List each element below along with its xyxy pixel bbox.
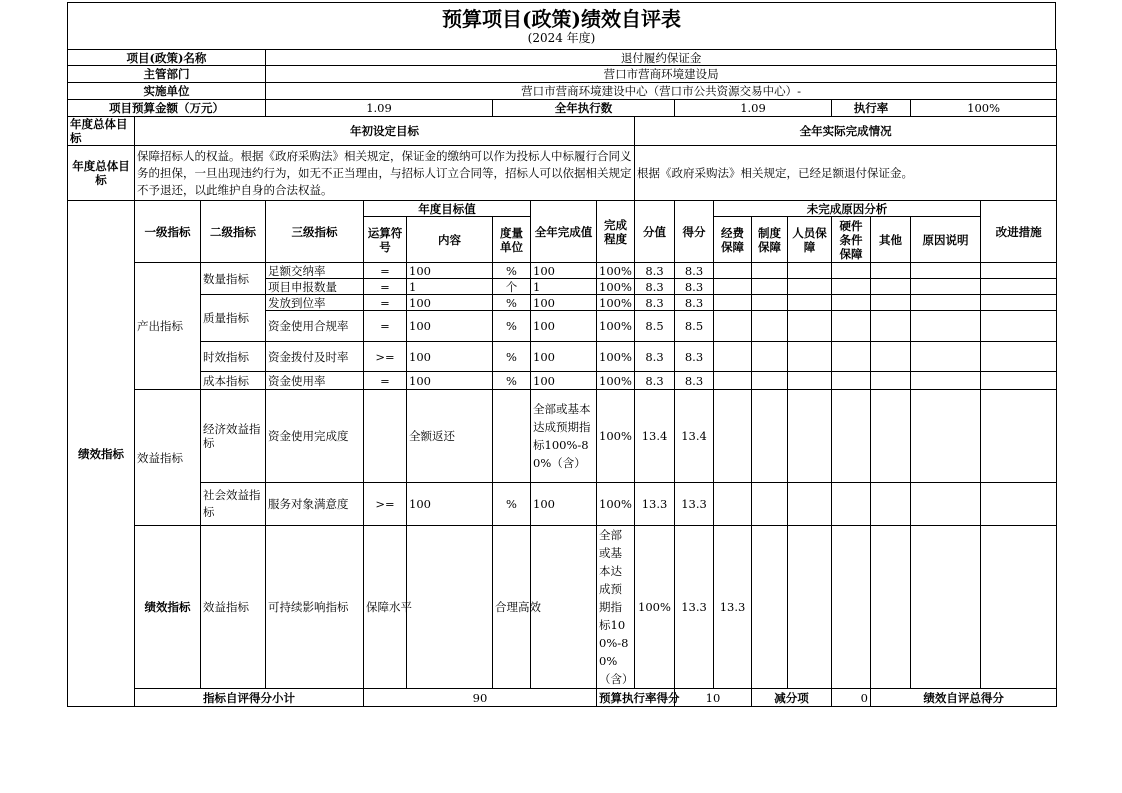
unit-header: 度量单位 bbox=[493, 217, 531, 263]
social-group: 社会效益指标 bbox=[201, 483, 266, 526]
degree-cell: 100% bbox=[597, 372, 635, 390]
l3-cell: 资金使用合规率 bbox=[266, 311, 364, 342]
exec-label: 全年执行数 bbox=[493, 100, 675, 117]
reason-system-header: 制度保障 bbox=[752, 217, 788, 263]
dept-value: 营口市营商环境建设局 bbox=[266, 66, 1057, 83]
value-cell: 13.3 bbox=[675, 526, 714, 689]
content-cell: 100 bbox=[407, 483, 493, 526]
table-row bbox=[68, 342, 1057, 372]
degree-cell: 100% bbox=[597, 390, 635, 483]
actual-cell: 全部或基本达成预期指标100%-80%（含） bbox=[531, 390, 597, 483]
rate-value: 100% bbox=[911, 100, 1057, 117]
level3-header: 三级指标 bbox=[266, 201, 364, 263]
degree-header: 完成程度 bbox=[597, 201, 635, 263]
degree-cell: 100% bbox=[597, 342, 635, 372]
score-cell: 8.5 bbox=[675, 311, 714, 342]
l3-cell: 发放到位率 bbox=[266, 295, 364, 311]
actual-cell: 100 bbox=[531, 483, 597, 526]
table-row bbox=[68, 483, 1057, 526]
economic-group: 经济效益指标 bbox=[201, 390, 266, 483]
cost-group: 成本指标 bbox=[201, 372, 266, 390]
reason-group-header: 未完成原因分析 bbox=[714, 201, 981, 217]
degree-cell: 100% bbox=[597, 483, 635, 526]
score-cell: 13.3 bbox=[714, 526, 752, 689]
degree-cell: 100% bbox=[597, 263, 635, 279]
actual-cell: 100 bbox=[531, 263, 597, 279]
actual-goal-header: 全年实际完成情况 bbox=[635, 117, 1057, 146]
actual-cell: 100 bbox=[531, 295, 597, 311]
reason-note-header: 原因说明 bbox=[911, 217, 981, 263]
actual-goal-text: 根据《政府采购法》相关规定，已经足额退付保证金。 bbox=[635, 146, 1057, 201]
sustain-group: 可持续影响指标 bbox=[266, 526, 364, 689]
subtotal-label: 指标自评得分小计 bbox=[135, 689, 364, 707]
content-cell: 100 bbox=[407, 372, 493, 390]
content-cell: 100 bbox=[407, 295, 493, 311]
content-cell: 合理高效 bbox=[493, 526, 531, 689]
output-group: 产出指标 bbox=[135, 263, 201, 390]
op-cell: = bbox=[364, 295, 407, 311]
title-block bbox=[67, 2, 1056, 49]
reason-staff-header: 人员保障 bbox=[788, 217, 832, 263]
deduct-value: 0 bbox=[832, 689, 871, 707]
budget-score-label: 预算执行率得分 bbox=[597, 689, 675, 707]
initial-goal-header: 年初设定目标 bbox=[135, 117, 635, 146]
op-cell: >= bbox=[364, 342, 407, 372]
reason-hardware-header: 硬件条件保障 bbox=[832, 217, 871, 263]
actual-cell: 100 bbox=[531, 372, 597, 390]
score-cell: 13.3 bbox=[675, 483, 714, 526]
op-cell: = bbox=[364, 372, 407, 390]
score-cell: 8.3 bbox=[675, 263, 714, 279]
actual-cell: 1 bbox=[531, 279, 597, 295]
l3-cell: 资金拨付及时率 bbox=[266, 342, 364, 372]
value-cell: 8.5 bbox=[635, 311, 675, 342]
footer-row bbox=[68, 689, 1057, 707]
value-cell: 8.3 bbox=[635, 372, 675, 390]
project-name-label: 项目(政策)名称 bbox=[68, 50, 266, 66]
perf-indicator-label-2: 绩效指标 bbox=[135, 526, 201, 689]
quality-group: 质量指标 bbox=[201, 295, 266, 342]
table-row bbox=[68, 390, 1057, 483]
unit-cell bbox=[493, 390, 531, 483]
degree-cell: 100% bbox=[597, 295, 635, 311]
op-cell bbox=[407, 526, 493, 689]
level1-header: 一级指标 bbox=[135, 201, 201, 263]
unit-cell: % bbox=[493, 483, 531, 526]
unit-cell: % bbox=[493, 372, 531, 390]
degree-cell: 100% bbox=[597, 279, 635, 295]
budget-score-value: 10 bbox=[675, 689, 752, 707]
full-year-header: 全年完成值 bbox=[531, 201, 597, 263]
value-cell: 8.3 bbox=[635, 263, 675, 279]
value-cell: 13.3 bbox=[635, 483, 675, 526]
page-subtitle: (2024 年度) bbox=[527, 31, 596, 45]
budget-value: 1.09 bbox=[266, 100, 493, 117]
score-cell: 8.3 bbox=[675, 372, 714, 390]
op-cell: >= bbox=[364, 483, 407, 526]
table-row bbox=[68, 263, 1057, 279]
perf-indicator-label: 绩效指标 bbox=[68, 201, 135, 707]
l3-cell: 保障水平 bbox=[364, 526, 407, 689]
target-group-header: 年度目标值 bbox=[364, 201, 531, 217]
unit-cell: % bbox=[493, 342, 531, 372]
evaluation-table bbox=[67, 49, 1057, 707]
goal-row-label: 年度总体目标 bbox=[68, 146, 135, 201]
benefit-group-2: 效益指标 bbox=[201, 526, 266, 689]
dept-label: 主管部门 bbox=[68, 66, 266, 83]
goal-header-label: 年度总体目标 bbox=[68, 117, 135, 146]
reason-other-header: 其他 bbox=[871, 217, 911, 263]
deduct-label: 减分项 bbox=[752, 689, 832, 707]
actual-cell: 100 bbox=[531, 342, 597, 372]
op-cell: = bbox=[364, 311, 407, 342]
op-header: 运算符号 bbox=[364, 217, 407, 263]
budget-label: 项目预算金额（万元） bbox=[68, 100, 266, 117]
content-cell: 全额返还 bbox=[407, 390, 493, 483]
op-cell: = bbox=[364, 263, 407, 279]
self-evaluation-sheet bbox=[67, 2, 1056, 707]
content-cell: 1 bbox=[407, 279, 493, 295]
degree-cell: 100% bbox=[597, 311, 635, 342]
actual-cell: 100 bbox=[531, 311, 597, 342]
quantity-group: 数量指标 bbox=[201, 263, 266, 295]
unit-cell: % bbox=[493, 295, 531, 311]
score-cell: 8.3 bbox=[675, 295, 714, 311]
subtotal-value: 90 bbox=[364, 689, 597, 707]
rate-label: 执行率 bbox=[832, 100, 911, 117]
l3-cell: 资金使用完成度 bbox=[266, 390, 364, 483]
l3-cell: 资金使用率 bbox=[266, 372, 364, 390]
total-label: 绩效自评总得分 bbox=[871, 689, 1057, 707]
table-row bbox=[68, 372, 1057, 390]
project-name-value: 退付履约保证金 bbox=[266, 50, 1057, 66]
exec-value: 1.09 bbox=[675, 100, 832, 117]
op-cell: = bbox=[364, 279, 407, 295]
content-header: 内容 bbox=[407, 217, 493, 263]
score-value-header: 分值 bbox=[635, 201, 675, 263]
unit-cell: 个 bbox=[493, 279, 531, 295]
timeliness-group: 时效指标 bbox=[201, 342, 266, 372]
value-cell: 8.3 bbox=[635, 279, 675, 295]
benefit-group: 效益指标 bbox=[135, 390, 201, 526]
unit-cell: % bbox=[493, 263, 531, 279]
page-title: 预算项目(政策)绩效自评表 bbox=[442, 7, 681, 31]
reason-funding-header: 经费保障 bbox=[714, 217, 752, 263]
content-cell: 100 bbox=[407, 342, 493, 372]
actual-cell: 全部或基本达成预期指标100%-80%（含） bbox=[597, 526, 635, 689]
op-cell bbox=[364, 390, 407, 483]
score-cell: 13.4 bbox=[675, 390, 714, 483]
value-cell: 8.3 bbox=[635, 295, 675, 311]
unit-value: 营口市营商环境建设中心（营口市公共资源交易中心）- bbox=[266, 83, 1057, 100]
content-cell: 100 bbox=[407, 263, 493, 279]
l3-cell: 服务对象满意度 bbox=[266, 483, 364, 526]
table-row bbox=[68, 526, 1057, 689]
l3-cell: 项目申报数量 bbox=[266, 279, 364, 295]
initial-goal-text: 保障招标人的权益。根据《政府采购法》相关规定，保证金的缴纳可以作为投标人中标履行合同义务的担保，一旦出现违约行为，如无不正当理由，与招标人订立合同等，招标人可以依据相关规定不予退还，以此维护自身的合法权益。 bbox=[135, 146, 635, 201]
degree-cell: 100% bbox=[635, 526, 675, 689]
level2-header: 二级指标 bbox=[201, 201, 266, 263]
score-header: 得分 bbox=[675, 201, 714, 263]
value-cell: 13.4 bbox=[635, 390, 675, 483]
table-row bbox=[68, 295, 1057, 311]
score-cell: 8.3 bbox=[675, 279, 714, 295]
l3-cell: 足额交纳率 bbox=[266, 263, 364, 279]
unit-label: 实施单位 bbox=[68, 83, 266, 100]
unit-cell: % bbox=[493, 311, 531, 342]
content-cell: 100 bbox=[407, 311, 493, 342]
value-cell: 8.3 bbox=[635, 342, 675, 372]
improve-header: 改进措施 bbox=[981, 201, 1057, 263]
score-cell: 8.3 bbox=[675, 342, 714, 372]
